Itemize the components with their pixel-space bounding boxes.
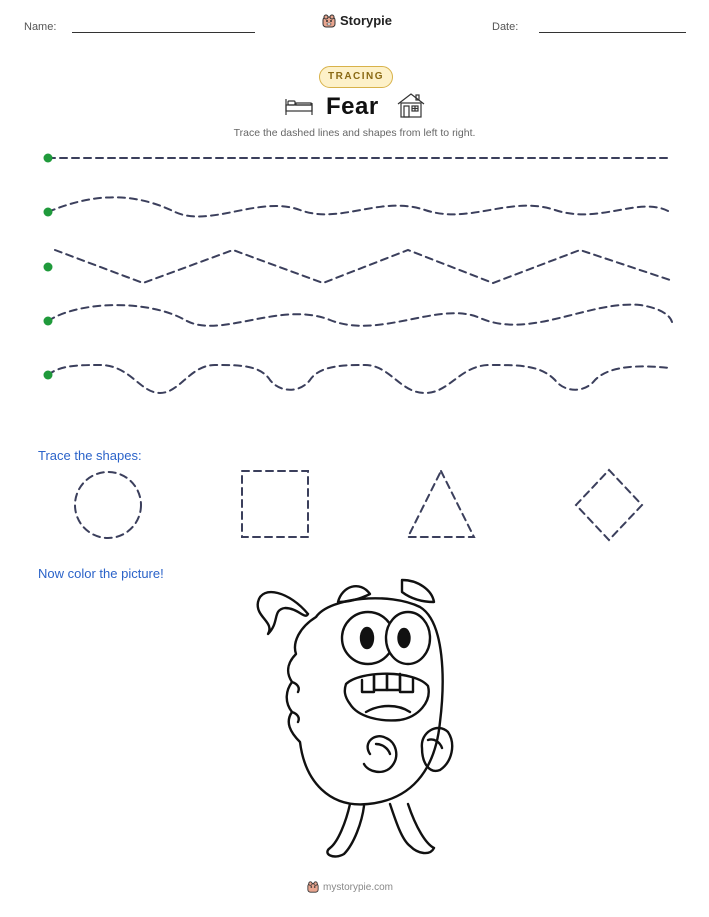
coloring-heading: Now color the picture! bbox=[38, 566, 164, 581]
trace-triangle bbox=[408, 471, 474, 537]
date-label: Date: bbox=[492, 21, 519, 33]
tracing-shapes[interactable] bbox=[0, 460, 709, 550]
footer-url[interactable]: mystorypie.com bbox=[323, 881, 394, 893]
name-label: Name: bbox=[24, 21, 57, 33]
storypie-logo-icon bbox=[307, 881, 319, 893]
instructions: Trace the dashed lines and shapes from left to right. bbox=[233, 127, 476, 139]
trace-circle bbox=[75, 472, 141, 538]
start-dot bbox=[44, 371, 53, 380]
start-dot bbox=[44, 263, 53, 272]
trace-line-bumps bbox=[48, 365, 670, 393]
footer bbox=[307, 881, 393, 893]
start-dot bbox=[44, 317, 53, 326]
trace-square bbox=[242, 471, 308, 537]
trace-line-wave-2 bbox=[48, 305, 672, 326]
tracing-lines[interactable] bbox=[0, 0, 709, 420]
trace-diamond bbox=[576, 470, 642, 540]
monster-illustration[interactable] bbox=[250, 572, 460, 864]
start-dot bbox=[44, 154, 53, 163]
page-title: Fear bbox=[326, 93, 379, 120]
start-dot bbox=[44, 208, 53, 217]
trace-line-zigzag bbox=[55, 250, 670, 283]
shapes-heading: Trace the shapes: bbox=[38, 448, 142, 463]
trace-line-wave bbox=[48, 197, 670, 216]
tracing-badge: TRACING bbox=[319, 66, 393, 88]
brand-name: Storypie bbox=[340, 13, 393, 28]
